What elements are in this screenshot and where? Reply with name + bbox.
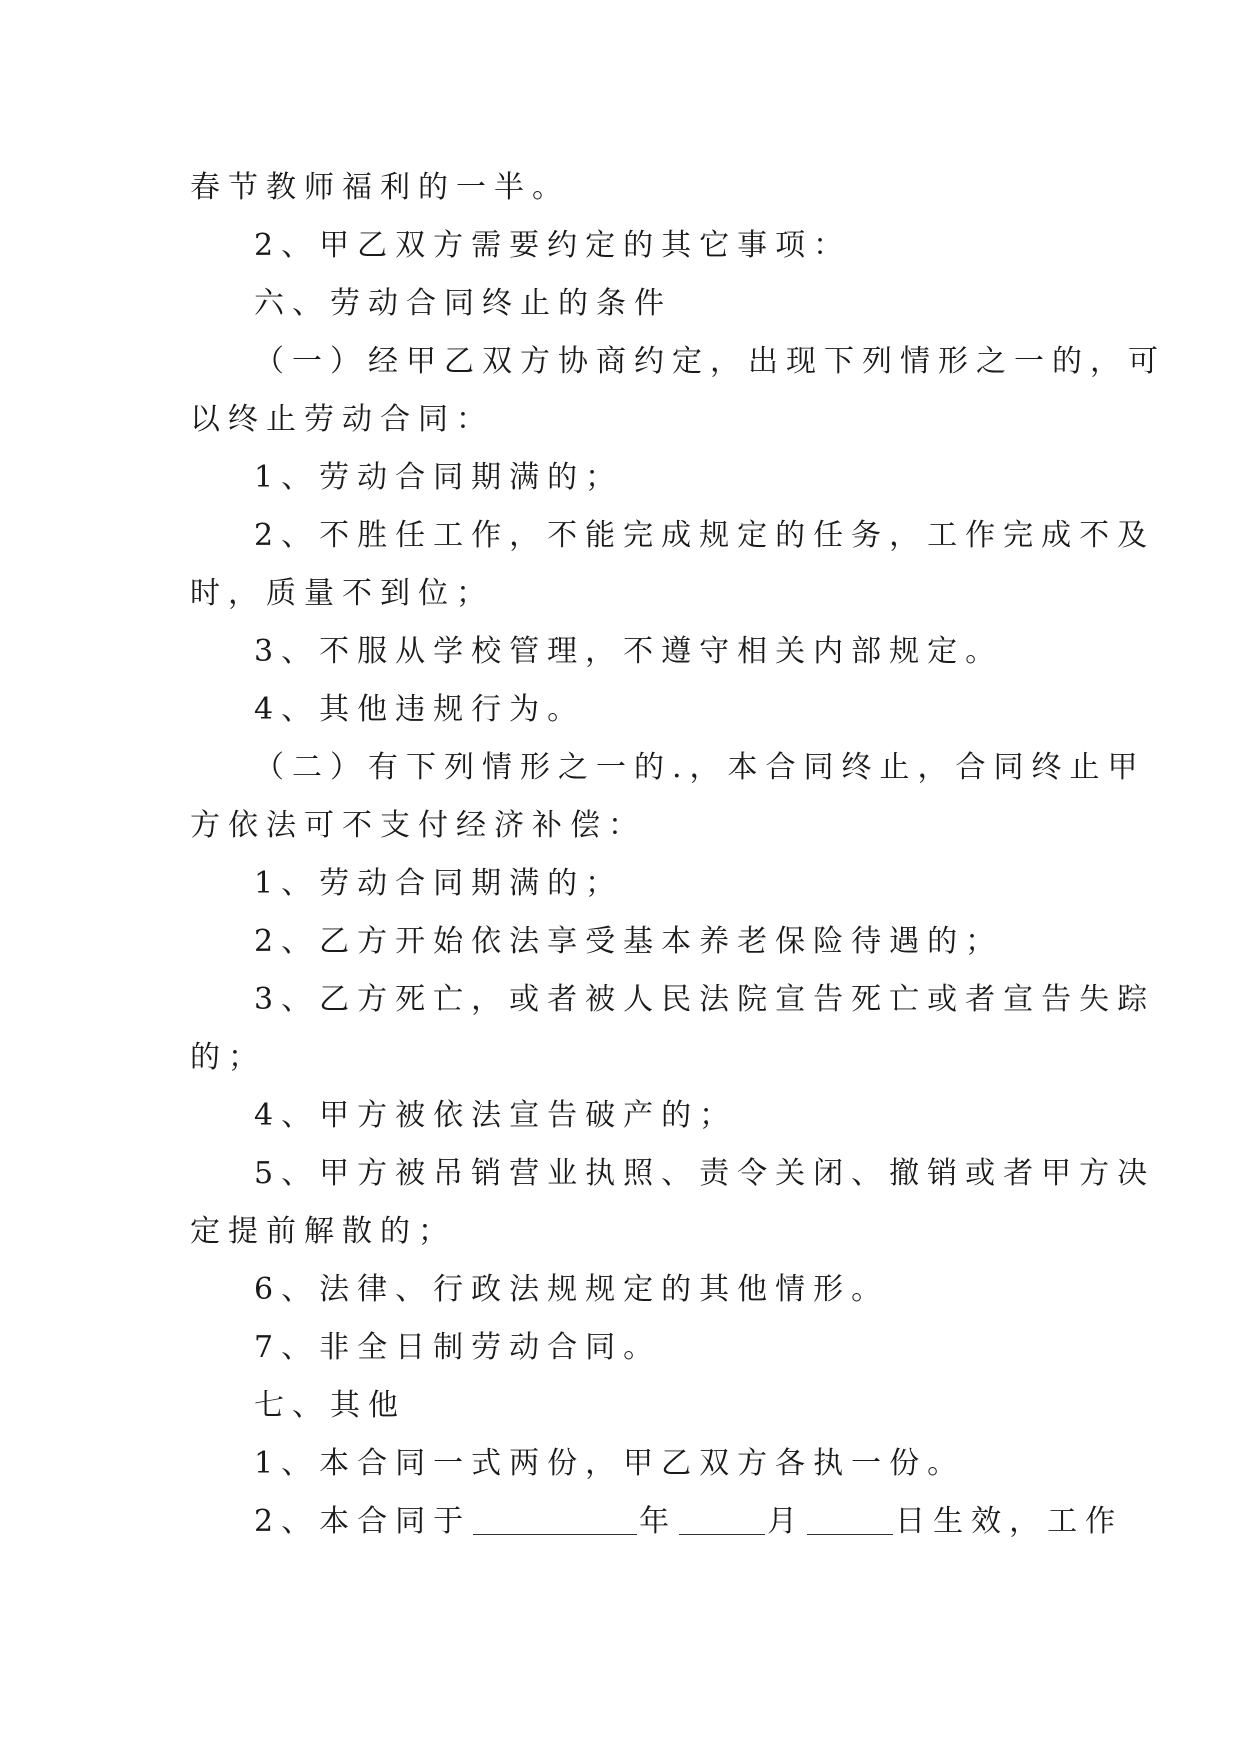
document-body [190,159,1166,1551]
paragraph-line: 3、不服从学校管理，不遵守相关内部规定。 [254,634,1004,669]
paragraph-line: 7、非全日制劳动合同。 [254,1330,662,1365]
effective-date-prefix: 2、本合同于 [254,1504,472,1539]
section-heading: 六、劳动合同终止的条件 [254,286,672,321]
paragraph-line: 1、劳动合同期满的； [254,460,624,495]
paragraph-line: （一）经甲乙双方协商约定，出现下列情形之一的，可 [254,344,1166,379]
effective-date-line [190,1493,1124,1551]
paragraph-line: 4、其他违规行为。 [254,692,586,727]
section-heading: 七、其他 [254,1388,406,1423]
paragraph-line: 1、劳动合同期满的； [254,866,624,901]
year-label: 年 [639,1504,678,1539]
day-blank [807,1504,893,1535]
month-blank [679,1504,765,1535]
year-blank [473,1504,637,1535]
day-label: 日生效，工作 [895,1504,1124,1539]
paragraph-line: 4、甲方被依法宣告破产的； [254,1098,738,1133]
paragraph-line: 6、法律、行政法规规定的其他情形。 [254,1272,890,1307]
paragraph-line: （二）有下列情形之一的.，本合同终止，合同终止甲 [254,750,1146,785]
paragraph-line: 2、乙方开始依法享受基本养老保险待遇的； [254,924,1004,959]
paragraph-line: 5、甲方被吊销营业执照、责令关闭、撤销或者甲方决 [254,1156,1156,1191]
paragraph-line: 定提前解散的； [190,1214,456,1249]
paragraph-line: 以终止劳动合同： [190,402,494,437]
paragraph-line: 2、不胜任工作，不能完成规定的任务，工作完成不及 [254,518,1156,553]
paragraph-line: 方依法可不支付经济补偿： [190,808,646,843]
month-label: 月 [767,1504,806,1539]
paragraph-line: 3、乙方死亡，或者被人民法院宣告死亡或者宣告失踪 [254,982,1156,1017]
paragraph-line: 的； [190,1040,266,1075]
paragraph-line: 时，质量不到位； [190,576,494,611]
paragraph-line: 春节教师福利的一半。 [190,170,570,205]
paragraph-line: 2、甲乙双方需要约定的其它事项： [254,228,852,263]
paragraph-line: 1、本合同一式两份，甲乙双方各执一份。 [254,1446,966,1481]
